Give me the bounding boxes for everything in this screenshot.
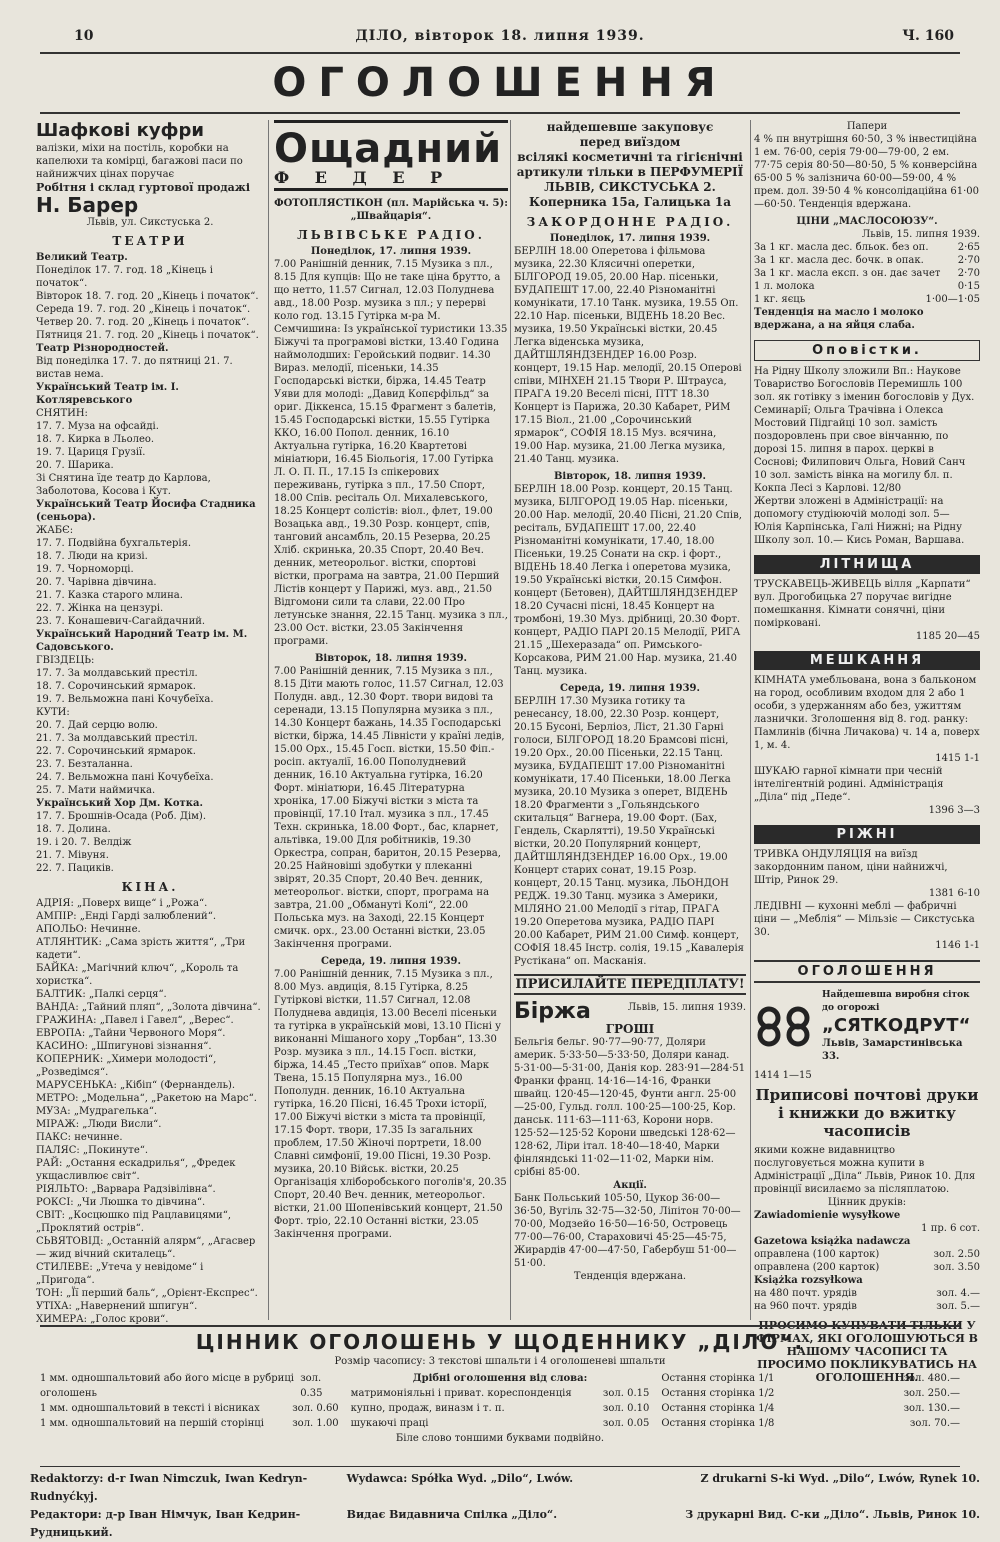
ads-title: ОГОЛОШЕННЯ: [754, 960, 980, 983]
forms-item: Gazetowa książka nadawcza: [754, 1236, 911, 1247]
list-item: КАСИНО: „Шпигунові зізнання“.: [36, 1041, 212, 1052]
row-label: на 480 почт. урядів: [754, 1288, 857, 1299]
row-value: зол. 2.50: [933, 1249, 980, 1260]
ad-code: 1146 1-1: [935, 940, 980, 951]
row-value: зол. 0.35: [300, 1373, 323, 1399]
theatre-name: Театр Різнородностей.: [36, 343, 169, 354]
table-row: [754, 241, 980, 254]
radio-program: БЕРЛІН 17.30 Музика готику та ренесансу, 18.00, 22.30 Розр. концерт, 20.15 Бусоні, Берліоз, Ліст, 21.30 Гарні голоси, БІЛГОРОД 18.20 Брамсові пісні, 19.20 Орх., 20.00 Пісеньки, 22.15 Танц. музика, БУДАПЕШТ 17.00 Різноманітні комунікати, 17.40 Пісеньки, 18.00 Легка музика, 20.10 Музика з оперет, ВІДЕНЬ 18.20 Фрагменти з „Гольяндського скитальця“ Вагнера, 19.00 Форт. (Бах, Гендель, Скарлятті), 19.50 Українські вістки, 20.20 Популярний концерт, ДАЙТШЛЯНДЗЕНДЕР 16.00 Орх., 19.00 Концерт старих сонат, 19.15 Розр. концерт, 20.15 Танц. музика, ЛЬОНДОН РЕДЖ. 19.30 Танц. музика з Америки, МІЛЯНО 21.00 Мелодії з гітар, ПРАГА 19.20 Оперетова музика, РАДІО ПАРІ 20.00 Кабарет, РИМ 21.00 Симф. концерт, СОФІЯ 18.45 Інстр. солія, 19.15 „Кавалерія Рустікана“ оп. Масканія.: [514, 696, 744, 967]
ad-name: Н. Барер: [36, 193, 139, 217]
list-item: 17. 7. Подвійна бухгальтерія.: [36, 538, 192, 549]
imprint: [30, 1470, 980, 1542]
printer-pl: Z drukarni S-ki Wyd. „Dilo“, Lwów, Rynek 10.: [700, 1472, 981, 1485]
list-item: перед виїздом: [579, 135, 681, 149]
ad-code: 1414 1—15: [754, 1070, 812, 1081]
exchange-section: Акції.: [613, 1180, 647, 1191]
list-item: 18. 7. Кирка в Льолео.: [36, 434, 155, 445]
notices-text: На Рідну Школу зложили Вп.: Наукове Товариство Богословів Перемишль 100 зол. як готівку з іменин богословів у Дух. Семинарії; Ольга Трачівна і Олекса Мостовий Підгайці 10 зол. замість поздоровлень при свое вінчанню, по дорозі 15. липня в парох. церкві в Соснові; Филипович Ольга, Новий Санч 10 зол. замість вінка на могилу бл. п. Кокпа Лесі з Карлові. 12/80: [754, 366, 975, 494]
section-title: ТЕАТРИ: [112, 234, 188, 248]
list-item: Середа 19. 7. год. 20 „Кінець і початок“.: [36, 304, 251, 315]
table-row: [754, 1300, 980, 1313]
list-item: Коперника 15а, Галицька 1а: [528, 195, 732, 209]
day-heading: Вівторок, 18. липня 1939.: [553, 471, 707, 482]
masthead: ОГОЛОШЕННЯ: [272, 60, 728, 106]
list-item: ЖАБЄ:: [36, 525, 74, 536]
notices-title: Оповістки.: [754, 340, 980, 361]
row-value: зол. 0.10: [602, 1403, 650, 1414]
list-item: 22. 7. Сорочинський ярмарок.: [36, 746, 196, 757]
list-item: КУТИ:: [36, 707, 70, 718]
list-item: БАЛТИК: „Палкі серця“.: [36, 989, 167, 1000]
row-value: 2·70: [957, 268, 980, 279]
row-value: зол. 70.—: [909, 1418, 961, 1429]
radio-program: БЕРЛІН 18.00 Розр. концерт, 20.15 Танц. музика, БІЛГОРОД 19.05 Нар. пісеньки, 20.00 Нар. мелодії, 20.40 Пісні, 21.20 Спів, ресіталь, БУДАПЕШТ 17.00, 22.40 Різноманітні комунікати, 17.40, 18.00 Пісеньки, 19.25 Сонати на скр. і форт., ВІДЕНЬ 18.40 Легка і оперетова музика, 19.50 Українські вістки, 20.15 Симфон. концерт (Бетовен), ДАЙТШЛЯНДЗЕНДЕР 18.20 Сучасні пісні, 18.45 Концерт на тромбонi, 19.30 Муз. дрібниці, 20.30 Форт. концерт, РАДІО ПАРІ 20.15 Мелодії, РИГА 21.15 „Шехеразада“ оп. Римського-Корсакова, РИМ 21.00 Нар. музика, 21.40 Танц. музика.: [514, 484, 742, 677]
column-divider: [750, 120, 751, 1320]
forms-price: 1 пр. 6 сот.: [921, 1223, 980, 1234]
ad-title: Шафкові куфри: [36, 120, 204, 141]
summer-text: ТРУСКАВЕЦЬ-ЖИВЕЦЬ вілля „Карпати“ вул. Дрогобицька 27 поручає вигідне помешкання. Кімнати сонячні, ціни помірковані.: [754, 579, 971, 629]
list-item: СЬВЯТОВІД: „Останній алярм“, „Агасвер — жид вічний скиталець“.: [36, 1236, 256, 1260]
list-item: СВІТ: „Косцюшко під Рацлавицями“, „Проклятий острів“.: [36, 1210, 231, 1234]
printer-ua: З друкарні Вид. С-ки „Діло“. Львів, Ринок 10.: [685, 1508, 981, 1521]
day-heading: Середа, 19. липня 1939.: [560, 683, 700, 694]
section-title: ЗАКОРДОННЕ РАДІО.: [526, 215, 734, 229]
list-item: КОПЕРНИК: „Химери молодості“, „Розведімся“.: [36, 1054, 217, 1078]
table-row: [754, 1261, 980, 1274]
row-value: зол. 250.—: [903, 1388, 961, 1399]
row-label: За 1 кг. масла дес. бочк. в опак.: [754, 255, 924, 266]
exchange-tendency: Тенденція вдержана.: [573, 1271, 687, 1282]
ad-code: 1415 1-1: [935, 753, 980, 764]
row-label: Остання сторінка 1/4: [661, 1403, 775, 1414]
ad-maker: Робітня і склад гуртової продажі: [36, 181, 251, 194]
list-item: ПАЛЯС: „Покинуте“.: [36, 1145, 149, 1156]
prices-date: Львів, 15. липня 1939.: [861, 229, 980, 240]
bank-ad-sub: Ф Е Д Е Р: [274, 168, 453, 187]
papers-title: Папери: [846, 121, 888, 132]
list-item: 17. 7. Муза на офсайді.: [36, 421, 159, 432]
day-heading: Середа, 19. липня 1939.: [321, 956, 461, 967]
row-value: 0·15: [957, 281, 980, 292]
column-3: [514, 120, 746, 1320]
forms-item: Książka rozsyłkowa: [754, 1275, 863, 1286]
list-item: Понеділок 17. 7. год. 18 „Кінець і початок“.: [36, 265, 213, 289]
table-row: [40, 1416, 339, 1431]
list-item: 18. 7. Сорочинський ярмарок.: [36, 681, 196, 692]
day-heading: Понеділок, 17. липня 1939.: [549, 233, 711, 244]
ad-code: 1396 3—3: [928, 805, 980, 816]
list-item: 25. 7. Мати наймичка.: [36, 785, 156, 796]
misc-title: РІЖНІ: [754, 825, 980, 844]
row-label: на 960 почт. урядів: [754, 1301, 857, 1312]
header-rule: [40, 52, 960, 54]
publisher-ua: Видає Видавнича Спілка „Діло“.: [346, 1508, 558, 1521]
section-title: КІНА.: [121, 880, 179, 894]
row-label: Остання сторінка 1/8: [661, 1418, 775, 1429]
list-item: 23. 7. Безталанна.: [36, 759, 133, 770]
table-row: [661, 1416, 960, 1431]
row-value: зол. 5.—: [936, 1301, 980, 1312]
prices-title: ЦІНИ „МАСЛОСОЮЗУ“.: [796, 216, 938, 227]
forms-title: Приписові почтові друки і книжки до вжитку часописів: [755, 1086, 979, 1140]
radio-program: 7.00 Ранішній денник, 7.15 Музика з пл., 8.15 Діти мають голос, 11.57 Сигнал, 12.03 Полудн. авд., 12.30 Форт. твори видові та серенади, 13.15 Популярна музика з пл., 14.30 Концерт бажань, 14.35 Господарські вістки, біржа, 14.45 Лівністи у країні ледів, 15.00 Орх., 15.45 Госп. вістки, 15.50 Фіп.-росіп. актуалії, 16.00 Пополудневий денник, 16.10 Актуальна гутірка, 16.20 Форт. мініатюри, 16.45 Літературна хроніка, 17.00 Біжучі вістки з міста та провінції, 17.10 Італ. музика з пл., 17.45 Техн. скринька, 18.00 Форт., бас, кларнет, альтівка, 19.00 Для робітників, 19.30 Оркестра, сопран, баритон, 20.15 Резерва, 20.25 Найновіші здобутки у плеканні звірят, 20.35 Спорт, 20.40 Веч. денник, метеорольог. вістки, спорт, програма на завтра, 21.00 „Обмануті Колі“, 22.00 Польська муз. на Заході, 22.15 Концерт смичк. орх., 23.00 Останні вістки, 23.05 Закінчення програми.: [274, 666, 505, 950]
rates-left: [40, 1371, 339, 1446]
column-divider: [268, 120, 269, 1320]
column-divider: [510, 120, 511, 1320]
misc-text: ЛЕДІВНІ — кухонні меблі — фабричні ціни — „Меблія“ — Мільзіє — Сикстуська 30.: [754, 901, 975, 938]
forms-price-title: Цінник друків:: [827, 1197, 907, 1208]
theatre-name: Український Театр ім. І. Котляревського: [36, 382, 179, 406]
list-item: 19. 7. Чорноморці.: [36, 564, 134, 575]
rates-mid-title: Дрібні оголошення від слова:: [412, 1373, 588, 1384]
list-item: 19. 7. Цариця Грузії.: [36, 447, 146, 458]
ad-code: 1185 20—45: [915, 631, 980, 642]
list-item: МАРУСЕНЬКА: „Кібіп“ (Фернандель).: [36, 1080, 236, 1091]
prices-note: Тенденція на масло і молоко вдержана, а на яйця слаба.: [754, 307, 924, 331]
section-title: ЛЬВІВСЬКЕ РАДІО.: [297, 228, 485, 242]
row-label: купно, продаж, виназм і т. п.: [350, 1403, 505, 1414]
list-item: 18. 7. Люди на кризі.: [36, 551, 148, 562]
rates-mid-note: Біле слово тоншими буквами подвійно.: [395, 1433, 605, 1444]
row-label: шукаючі праці: [350, 1418, 429, 1429]
table-row: [40, 1371, 339, 1401]
list-item: 24. 7. Вельможна пані Кочубеїха.: [36, 772, 214, 783]
list-item: 23. 7. Конашевич-Сагайдачний.: [36, 616, 206, 627]
list-item: 19. 7. Вельможна пані Кочубеїха.: [36, 694, 214, 705]
housing-title: МЕШКАННЯ: [754, 651, 980, 670]
list-item: 17. 7. Брошнів-Осада (Роб. Дім).: [36, 811, 207, 822]
row-label: 1 мм. одношпальтовий або його місце в рубриці оголошень: [40, 1373, 294, 1399]
bank-ad: [274, 120, 508, 191]
exchange-text: Банк Польський 105·50, Цукор 36·00—36·50, Вугіль 32·75—32·50, Ліпітон 70·00—70·00, Модзейо 16·50—16·50, Островець 77·00—76·00, Стараховичі 45·25—45·75, Жирардів 47·00—47·50, Габербуш 51·00—51·00.: [514, 1193, 741, 1269]
row-value: зол. 0.05: [602, 1418, 650, 1429]
list-item: АДРІЯ: „Поверх вище“ і „Рожа“.: [36, 898, 208, 909]
papers-text: 4 % пн внутрішня 60·50, 3 % інвестиційна 1 ем. 76·00, серія 79·00—79·00, 2 ем. 77·75 серія 80·50—80·50, 5 % конверсійна 65·00 5 % залізнича 60·00—59·00, 4 % прем. дол. 39·50 4 % консолідаційна 61·00—60·50. Тенденція вдержана.: [754, 134, 979, 210]
row-value: зол. 3.50: [933, 1262, 980, 1273]
list-item: 19. і 20. 7. Велдіж: [36, 837, 132, 848]
list-item: Пятниця 21. 7. год. 20 „Кінець і початок“.: [36, 330, 259, 341]
row-value: зол. 4.—: [936, 1288, 980, 1299]
list-item: 22. 7. Пацикiв.: [36, 863, 114, 874]
radio-program: 7.00 Ранішній денник, 7.15 Музика з пл., 8.00 Муз. авдиція, 8.15 Гутірка, 8.25 Гутіркові вістки, 11.57 Сигнал, 12.08 Полуднева авдиція, 13.00 Веселі пісеньки та гутірка в українській мові, 13.10 Пісні у виконанні Мішаного хору „Торбан“, 13.30 Розр. музика з пл., 14.15 Госп. вістки, біржа, 14.45 „Тесто приїхав“ опов. Марк Твена, 15.15 Популярна муз., 16.00 Пополудн. денник, 16.10 Актуальна гутірка, 16.20 Пісні, 16.45 Трохи історії, 17.00 Біжучі вістки з міста та провінції, 17.15 Форт. твори, 17.35 Із загальних проблем, 17.50 Жіночі портрети, 18.00 Славні симфонії, 19.00 Пісні, 19.30 Розр. музика, 20.10 Військ. вістки, 20.25 Організація хліборобського поголів'я, 20.35 Спорт, 20.40 Веч. денник, метеорольог. вістки, 21.00 Шопенівський концерт, 21.50 Форт. тріо, 22.10 Останні вістки, 23.05 Закінчення програми.: [274, 969, 507, 1240]
table-row: [661, 1401, 960, 1416]
list-item: ГВІЗДЕЦЬ:: [36, 655, 95, 666]
table-row: [661, 1371, 960, 1386]
exchange-text: Бельгія бельг. 90·77—90·77, Доляри америк. 5·33·50—5·33·50, Доляри канад. 5·31·00—5·31·00, Данія кор. 283·91—284·51 Франки франц. 14·16—14·16, Франки швайц. 120·45—120·45, Фунти англ. 25·00—25·00, Гульд. голл. 100·25—100·25, Кор. данськ. 111·63—111·63, Корони норв. 125·52—125·52 Корони шведські 128·62—128·62, Ліри італ. 18·40—18·40, Марки фінляндські 11·02—11·02, Марки нім. срібні 85·00.: [514, 1037, 746, 1178]
rates-subtitle: Розмір часопису: 3 текстові шпальти і 4 оголошеневі шпальти: [334, 1356, 666, 1367]
list-item: 20. 7. Дай серцю волю.: [36, 720, 158, 731]
editors-ua: Редактори: д-р Іван Німчук, Іван Кедрин-Рудницький.: [30, 1508, 301, 1539]
list-item: всілякі косметичні та гігієнічні артикули тільки в ПЕРФУМЕРІЇ: [516, 150, 744, 179]
theatre-name: Український Хор Дм. Котка.: [36, 798, 203, 809]
list-item: БАЙКА: „Магічний ключ“, „Король та хористка“.: [36, 963, 239, 987]
list-item: найдешевше закуповує: [546, 120, 714, 134]
paper-title: ДІЛО, вівторок 18. липня 1939.: [355, 28, 645, 44]
cinema-list: [36, 897, 264, 1326]
list-item: РІЯЛЬТО: „Варвара Радзівілівна“.: [36, 1184, 216, 1195]
theatre-list: [36, 264, 264, 342]
row-label: 1 кг. яєць: [754, 294, 806, 305]
list-item: УТІХА: „Навернений шпигун“.: [36, 1301, 198, 1312]
day-heading: Понеділок, 17. липня 1939.: [310, 246, 472, 257]
list-item: АПОЛЬО: Нечинне.: [36, 924, 141, 935]
wire-ad-name: „СЯТКОДРУТ“: [822, 1015, 971, 1036]
list-item: 22. 7. Жінка на цензурі.: [36, 603, 164, 614]
wire-ad: [754, 989, 980, 1063]
list-item: 21. 7. За молдавський престіл.: [36, 733, 198, 744]
table-row: [754, 1248, 980, 1261]
row-value: зол. 480.—: [903, 1373, 961, 1384]
theatre-list: [36, 810, 264, 875]
housing-text: ШУКАЮ гарної кімнати при чесній інтелігентній родині. Адміністрація „Діла“ під „Педе“.: [754, 766, 944, 803]
row-label: За 1 кг. масла експ. з он. дає зачет: [754, 268, 941, 279]
summer-title: ЛІТНИЩА: [754, 555, 980, 574]
row-value: зол. 1.00: [292, 1418, 339, 1429]
rates-mid: [351, 1386, 650, 1431]
list-item: 20. 7. Чарівна дівчина.: [36, 577, 157, 588]
row-label: оправлена (100 карток): [754, 1249, 880, 1260]
table-row: [40, 1401, 339, 1416]
list-item: Зі Снятина їде театр до Карлова, Заболотова, Косова і Кут.: [36, 473, 211, 497]
forms-item: Zawiadomienie wysyłkowe: [754, 1210, 901, 1221]
wire-ad-address: Львів, Замарстинівська 33.: [822, 1038, 963, 1062]
list-item: 20. 7. Шарика.: [36, 460, 114, 471]
row-value: зол. 130.—: [903, 1403, 961, 1414]
appeal-text: ПРОСИМО КУПУВАТИ ТІЛЬКИ У ФІРМАХ, ЯКІ ОГОЛОШУЮТЬСЯ В НАШОМУ ЧАСОПИСІ ТА ПРОСИМО ПОКЛИКУВАТИСЬ НА ОГОЛОШЕННЯ.: [756, 1319, 978, 1384]
table-row: [351, 1401, 650, 1416]
theatre-name: Український Театр Йосифа Стадника (сеньора).: [36, 499, 256, 523]
row-label: За 1 кг. масла дес. бльок. без оп.: [754, 242, 929, 253]
table-row: [351, 1386, 650, 1401]
list-item: 17. 7. За молдавський престіл.: [36, 668, 198, 679]
rates-panel: [40, 1330, 960, 1465]
forms-table: [754, 1248, 980, 1274]
page-header: [40, 28, 960, 50]
exchange-date: Львів, 15. липня 1939.: [627, 1002, 746, 1013]
forms-text: якими кожне видавництво послуговується можна купити в Адміністрації „Діла“ Львів, Ринок 10. Для провінції висилаємо за післяплатою.: [754, 1145, 976, 1195]
row-value: 1·00—1·05: [925, 294, 980, 305]
list-item: Вівторок 18. 7. год. 20 „Кінець і початок“.: [36, 291, 259, 302]
row-value: зол. 0.15: [602, 1388, 650, 1399]
ad-address: Львів, ул. Сикстуська 2.: [86, 217, 214, 228]
list-item: СТИЛЕВЕ: „Утеча у невідоме“ і „Пригода“.: [36, 1262, 204, 1286]
wire-logo-icon: [754, 1006, 814, 1046]
list-item: АТЛЯНТИК: „Сама зрість життя“, „Три кадети“.: [36, 937, 246, 961]
exchange-section: ГРОШІ: [605, 1022, 655, 1036]
list-item: ВАНДА: „Тайний пляп“, „Золота дівчина“.: [36, 1002, 261, 1013]
page-number: 10: [74, 28, 94, 44]
list-item: СНЯТИН:: [36, 408, 88, 419]
masthead-rule: [40, 112, 960, 114]
row-label: 1 л. молока: [754, 281, 815, 292]
row-value: зол. 0.60: [292, 1403, 339, 1414]
photo-notice: ФОТОПЛЯСТІКОН (пл. Марійська ч. 5): „Швайцарія“.: [274, 198, 508, 222]
list-item: РАЙ: „Остання ескадрилья“, „Фредек укщасливлює світ“.: [36, 1158, 236, 1182]
theatre-list: [36, 355, 264, 381]
table-row: [754, 1287, 980, 1300]
row-value: 2·65: [957, 242, 980, 253]
list-item: 21. 7. Мівуня.: [36, 850, 109, 861]
row-label: 1 мм. одношпальтовий в тексті і вісниках: [40, 1403, 260, 1414]
row-label: Остання сторінка 1/1: [661, 1373, 775, 1384]
list-item: Четвер 20. 7. год. 20 „Кінець і початок“.: [36, 317, 250, 328]
prices-table: [754, 241, 980, 306]
day-heading: Вівторок, 18. липня 1939.: [314, 653, 468, 664]
list-item: АМПІР: „Енді Гарді залюблений“.: [36, 911, 217, 922]
table-row: [754, 280, 980, 293]
donations-text: Жертви зложені в Адміністрації: на допомогу студіюючій молоді зол. 5— Юлія Карпінська, Галі Нижні; на Рідну Школу зол. 10.— Кись Роман, Варшава.: [754, 496, 965, 546]
theatre-name: Український Народний Театр ім. М. Садовського.: [36, 629, 248, 653]
ad-code: 1381 6-10: [928, 888, 980, 899]
table-row: [754, 293, 980, 306]
editors-pl: Redaktorzy: d-r Iwan Nimczuk, Iwan Kedryn-Rudnyćkyj.: [30, 1472, 308, 1503]
list-item: ХИМЕРА: „Голос крови“.: [36, 1314, 169, 1325]
list-item: РОКСІ: „Чи Люшка то дівчина“.: [36, 1197, 206, 1208]
row-label: 1 мм. одношпальтовий на першій сторінці: [40, 1418, 264, 1429]
table-row: [661, 1386, 960, 1401]
exchange-title: Біржа: [514, 999, 591, 1024]
row-label: оправлена (200 карток): [754, 1262, 880, 1273]
radio-program: БЕРЛІН 18.00 Оперетова і фільмова музика, 22.30 Клясичні оперетки, БІЛГОРОД 19.05, 20.00 Нар. пісеньки, БУДАПЕШТ 17.00, 22.40 Різноманітні комунікати, 17.10 Танк. музика, 19.55 Оп. 22.10 Нар. пісеньки, ВІДЕНЬ 18.20 Вес. музика, 19.50 Українські вістки, 20.45 Легка віденська музика, ДАЙТШЛЯНДЗЕНДЕР 16.00 Розр. концерт, 19.15 Нар. мелодії, 20.15 Оперові співи, МІНХЕН 21.15 Твори Р. Штрауса, ПРАГА 19.20 Веселі пісні, ПТТ 18.30 Концерт із Парижа, 20.30 Кабарет, РИМ 17.15 Віол., 21.00 „Сорочинський ярмарок“, СОФІЯ 18.15 Муз. всячина, 19.00 Нар. музика, 21.00 Легка музика, 21.40 Танц. музика.: [514, 246, 742, 465]
column-1: [36, 120, 264, 1325]
table-row: [754, 254, 980, 267]
footer-rule: [40, 1466, 960, 1467]
theatre-name: Великий Театр.: [36, 252, 128, 263]
theatre-list: [36, 654, 264, 797]
bank-ad-title: Ощадний: [274, 126, 503, 172]
subscribe-banner: ПРИСИЛАЙТЕ ПЕРЕДПЛАТУ!: [514, 974, 746, 995]
theatre-list: [36, 524, 264, 628]
list-item: Від понеділка 17. 7. до пятниці 21. 7. вистав нема.: [36, 356, 233, 380]
list-item: ПАКС: нечинне.: [36, 1132, 123, 1143]
list-item: МІРАЖ: „Люди Висли“.: [36, 1119, 162, 1130]
table-row: [351, 1416, 650, 1431]
publisher-pl: Wydawca: Spółka Wyd. „Dilo“, Lwów.: [346, 1472, 574, 1485]
list-item: ЕВРОПА: „Тайни Червоного Моря“.: [36, 1028, 226, 1039]
wire-ad-tagline: Найдешевша виробня сіток до огорожі: [822, 990, 970, 1013]
rates-right: [661, 1371, 960, 1446]
list-item: 18. 7. Долина.: [36, 824, 111, 835]
misc-text: ТРИВКА ОНДУЛЯЦІЯ на виїзд закордонним паном, ціни найнижчі, Штір, Ринок 29.: [754, 849, 948, 886]
list-item: ЛЬВІВ, СИКСТУСЬКА 2.: [544, 180, 716, 194]
list-item: 21. 7. Казка старого млина.: [36, 590, 183, 601]
perfumery-ad: [514, 120, 746, 210]
table-row: [754, 267, 980, 280]
row-value: 2·70: [957, 255, 980, 266]
housing-text: КІМНАТА умебльована, вона з бальконом на город, особливим входом для 2 або 1 особи, з удержанням або без, ужиттям лазнички. Зголошення від 8. год. ранку: Памлинів (бічна Личакова) ч. 14 а, поверх 1, м. 4.: [754, 675, 980, 751]
rates-title: ЦІННИК ОГОЛОШЕНЬ У ЩОДЕННИКУ „ДІЛО“.: [195, 1330, 805, 1354]
list-item: ГРАЖИНА: „Павел і Гавел“, „Верес“.: [36, 1015, 234, 1026]
theatre-list: [36, 407, 264, 498]
bottom-rule: [40, 1325, 960, 1327]
list-item: МЕТРО: „Модельна“, „Ракетою на Марс“.: [36, 1093, 257, 1104]
ad-text: валізки, міхи на постіль, коробки на капелюхи та комірці, багажові паси по найнижчих цінах поручає: [36, 143, 243, 180]
list-item: МУЗА: „Мудрагелька“.: [36, 1106, 158, 1117]
column-2: [274, 120, 508, 1320]
issue-number: Ч. 160: [902, 28, 954, 44]
row-label: Остання сторінка 1/2: [661, 1388, 775, 1399]
forms-table: [754, 1287, 980, 1313]
row-label: матримоніяльні і приват. кореспонденція: [350, 1388, 572, 1399]
list-item: ТОН: „Її перший баль“, „Орієнт-Експрес“.: [36, 1288, 258, 1299]
radio-program: 7.00 Ранішній денник, 7.15 Музика з пл., 8.15 Для купців: Що не таке ціна брутто, а що нетто, 11.57 Сигнал, 12.03 Полуднева авд., 18.00 Розр. музика з пл.; у перерві коло год. 13.15 Гутірка м-ра М. Семчишина: Із української туристики 13.35 Біжучі та програмові вістки, 13.40 Година наймолодших: Геройський подвиг. 14.30 Вираз. мелодії, пісеньки, 14.35 Господарські вістки, біржа, 14.45 Театр Уяви для молоді: „Давид Копєрфільд“ за ориг. Діккенса, 15.15 Фрагмент з балетів, 15.45 Господарські вістки, 15.55 Гутірка ККО, 16.00 Попол. денник, 16.10 Актуальна гутірка, 16.20 Квартетові мініатюри, 16.45 Біольогія, 17.00 Гутірка Л. О. П. П., 17.15 Із спікерових переживань, гутірка з пл., 17.50 Спорт, 18.00 Спів. ресіталь Ол. Михалевського, 18.25 Концерт солістів: віол., флет, 19.00 Возацька авд., 19.30 Розр. концерт, спів, танговий ансамбль, 20.15 Резерва, 20.25 Хліб. скринька, 20.35 Спорт, 20.40 Веч. денник, метеорольог. вістки, спортові вістки, програма на завтра, 21.00 Перший Лістів концерт у Парижі, муз. авд., 21.50 Відгомони сили та слави, 22.00 Про летунське знання, 22.15 Танц. музика з пл., 23.00 Ост. вістки, 23.05 Закінчення програми.: [274, 259, 508, 647]
